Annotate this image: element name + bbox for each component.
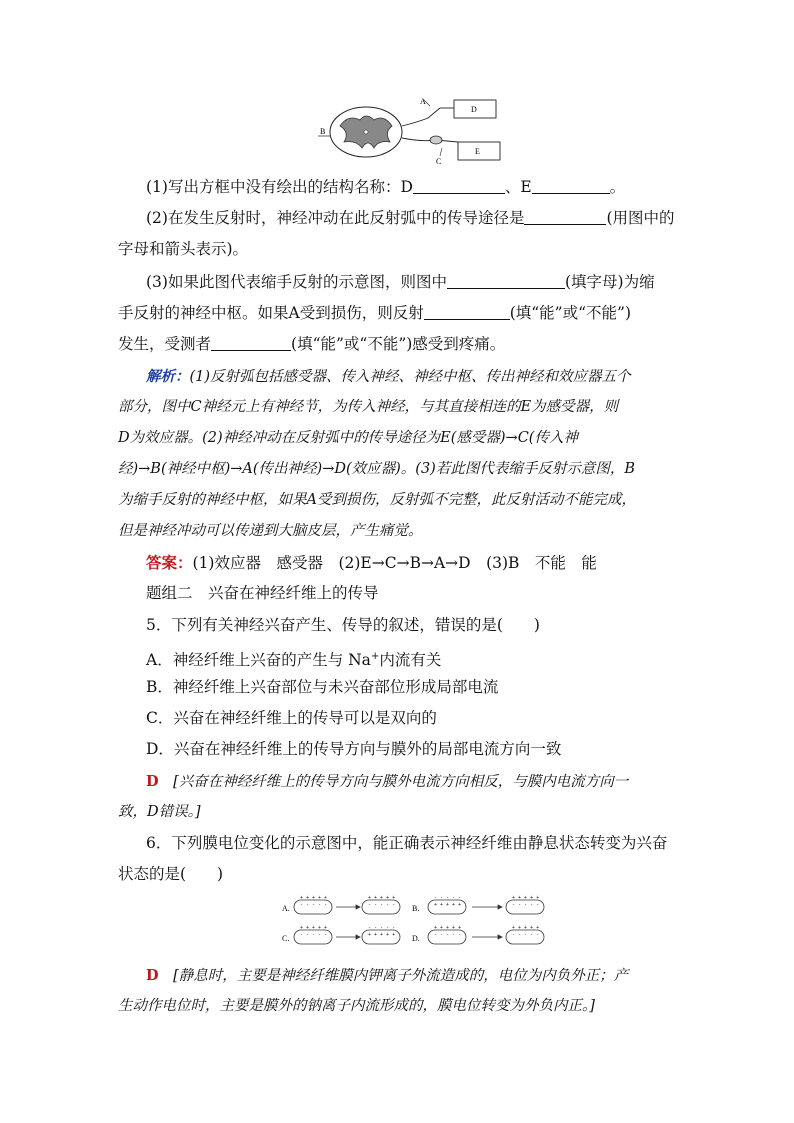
label-a: A [420,97,426,106]
svg-text:- - - - -: - - - - - [368,925,396,931]
q6-explanation-text-2: 生动作电位时，主要是膜外的钠离子内流形成的，膜电位转变为外负内正。] [118,998,595,1014]
blank-center[interactable] [447,272,565,289]
q4-part3-text-a: (3)如果此图代表缩手反射的示意图，则图中 [146,273,447,291]
q4-part2-text-b: (用图中的 [606,209,675,227]
svg-text:+ + + + +: + + + + + [300,925,328,931]
blank-pathway[interactable] [524,208,606,225]
svg-text:- - - - -: - - - - - [300,902,328,908]
analysis-line1 [146,361,688,393]
analysis-text-2: 部分，图中C神经元上有神经节，为传入神经，与其直接相连的E为感受器，则 [118,399,619,415]
svg-text:+ + + + +: + + + + + [434,925,462,931]
reflex-arc-figure [318,96,504,166]
q4-part1-text-c: 。 [609,178,626,196]
q5-explanation-text-2: 致，D错误。] [118,804,201,820]
blank-d[interactable] [413,177,505,194]
q4-part1 [146,172,688,203]
svg-text:+ + + + +: + + + + + [512,895,540,901]
analysis-text-4: 经)→B(神经中枢)→A(传出神经)→D(效应器)。(3)若此图代表缩手反射示意图，B [118,461,635,477]
label-d: D [471,105,477,114]
q4-part1-text-a: (1)写出方框中没有绘出的结构名称：D [146,178,413,196]
q5-stem [146,610,688,641]
q5-explanation-line2 [118,797,688,828]
svg-text:+ + + + +: + + + + + [512,925,540,931]
option-b-label: B. [412,904,420,913]
analysis-text-3: D为效应器。(2)神经冲动在反射弧中的传导途径为E(感受器)→C(传入神 [118,430,578,446]
svg-text:- - - - -: - - - - - [512,932,540,938]
analysis-text-6: 但是神经冲动可以传递到大脑皮层，产生痛觉。 [118,523,423,539]
q5-option-c-text: C．兴奋在神经纤维上的传导可以是双向的 [146,709,437,727]
q4-part3-line3 [118,329,688,360]
option-d-label: D. [412,934,420,943]
svg-text:- - - - -: - - - - - [368,902,396,908]
analysis-line5 [118,485,688,516]
analysis-line4 [118,454,688,485]
membrane-potential-options-figure [282,892,556,952]
answer-line [146,547,688,579]
q5-stem-text: 5．下列有关神经兴奋产生、传导的叙述，错误的是( ) [146,616,540,634]
q6-answer-letter: D [146,967,159,984]
q6-stem-text-2: 状态的是( ) [118,865,224,883]
q6-explanation-line2 [118,991,688,1022]
blank-e[interactable] [532,177,610,194]
nerve-a [402,108,440,126]
q4-part1-text-b: 、E [504,178,532,196]
analysis-text-5: 为缩手反射的神经中枢，如果A受到损伤，反射弧不完整，此反射活动不能完成， [118,492,636,508]
analysis-text-1: (1)反射弧包括感受器、传入神经、神经中枢、传出神经和效应器五个 [189,369,631,385]
answer-text: (1)效应器 感受器 (2)E→C→B→A→D (3)B 不能 能 [192,554,597,572]
q5-option-b-text: B．神经纤维上兴奋部位与未兴奋部位形成局部电流 [146,678,499,696]
q6-explanation-line1 [146,960,688,992]
q5-explanation-text-1: [兴奋在神经纤维上的传导方向与膜外电流方向相反，与膜内电流方向一 [173,774,629,790]
q5-option-d-text: D．兴奋在神经纤维上的传导方向与膜外的局部电流方向一致 [146,740,562,758]
q4-part3-text-b: (填字母)为缩 [564,273,655,291]
q5-explanation-line1 [146,766,688,798]
group2-title [146,578,688,609]
svg-text:- - - - -: - - - - - [300,932,328,938]
spinal-cord-cross-section [330,107,402,157]
q4-part3-line2 [118,298,688,329]
option-c-label: C. [282,934,290,943]
analysis-label: 解析： [146,368,190,385]
svg-text:+ + + + +: + + + + + [368,932,396,938]
svg-text:+ + + + +: + + + + + [434,902,462,908]
analysis-line6 [118,516,688,547]
q6-stem-line2 [118,859,688,890]
q5-option-a-text: A．神经纤维上兴奋的产生与 Na [146,651,371,670]
q4-part2-line1 [146,203,688,234]
label-c: C [436,157,442,166]
q4-part3-text-e: 发生，受测者 [118,335,212,353]
blank-reflex[interactable] [424,303,510,320]
ganglion [430,136,442,144]
q4-part2-text-a: (2)在发生反射时，神经冲动在此反射弧中的传导途径是 [146,209,525,227]
svg-text:- - - - -: - - - - - [434,895,462,901]
q5-option-a-superscript: + [370,651,380,662]
label-b: B [320,127,326,136]
answer-label: 答案： [146,553,193,572]
svg-text:+ + + + +: + + + + + [368,895,396,901]
q5-option-a[interactable] [146,641,688,676]
q6-stem-text-1: 6．下列膜电位变化的示意图中，能正确表示神经纤维由静息状态转变为兴奋 [146,834,668,852]
q5-option-b[interactable] [146,672,688,703]
q5-answer-letter: D [146,773,159,790]
q6-explanation-text-1: [静息时，主要是神经纤维膜内钾离子外流造成的，电位为内负外正；产 [173,968,629,984]
q5-option-a-text-post: 内流有关 [379,651,442,670]
q4-part3-text-d: (填“能”或“不能”) [509,304,631,322]
svg-text:+ + + + +: + + + + + [300,895,328,901]
q4-part2-text-c: 字母和箭头表示)。 [118,240,249,258]
group2-title-text: 题组二 兴奋在神经纤维上的传导 [146,584,379,602]
analysis-line3 [118,423,688,454]
q4-part2-line2 [118,234,688,265]
q4-part3-text-c: 手反射的神经中枢。如果A受到损伤，则反射 [118,304,424,322]
svg-text:- - - - -: - - - - - [512,902,540,908]
q4-part3-line1 [146,267,688,298]
q5-option-d[interactable] [146,734,688,765]
label-e: E [475,147,480,156]
blank-pain[interactable] [211,334,291,351]
q5-option-c[interactable] [146,703,688,734]
svg-text:- - - - -: - - - - - [434,932,462,938]
q4-part3-text-f: (填“能”或“不能”)感受到疼痛。 [291,335,506,353]
option-a-label: A. [282,904,290,913]
q6-stem-line1 [146,828,688,859]
analysis-line2 [118,392,688,423]
